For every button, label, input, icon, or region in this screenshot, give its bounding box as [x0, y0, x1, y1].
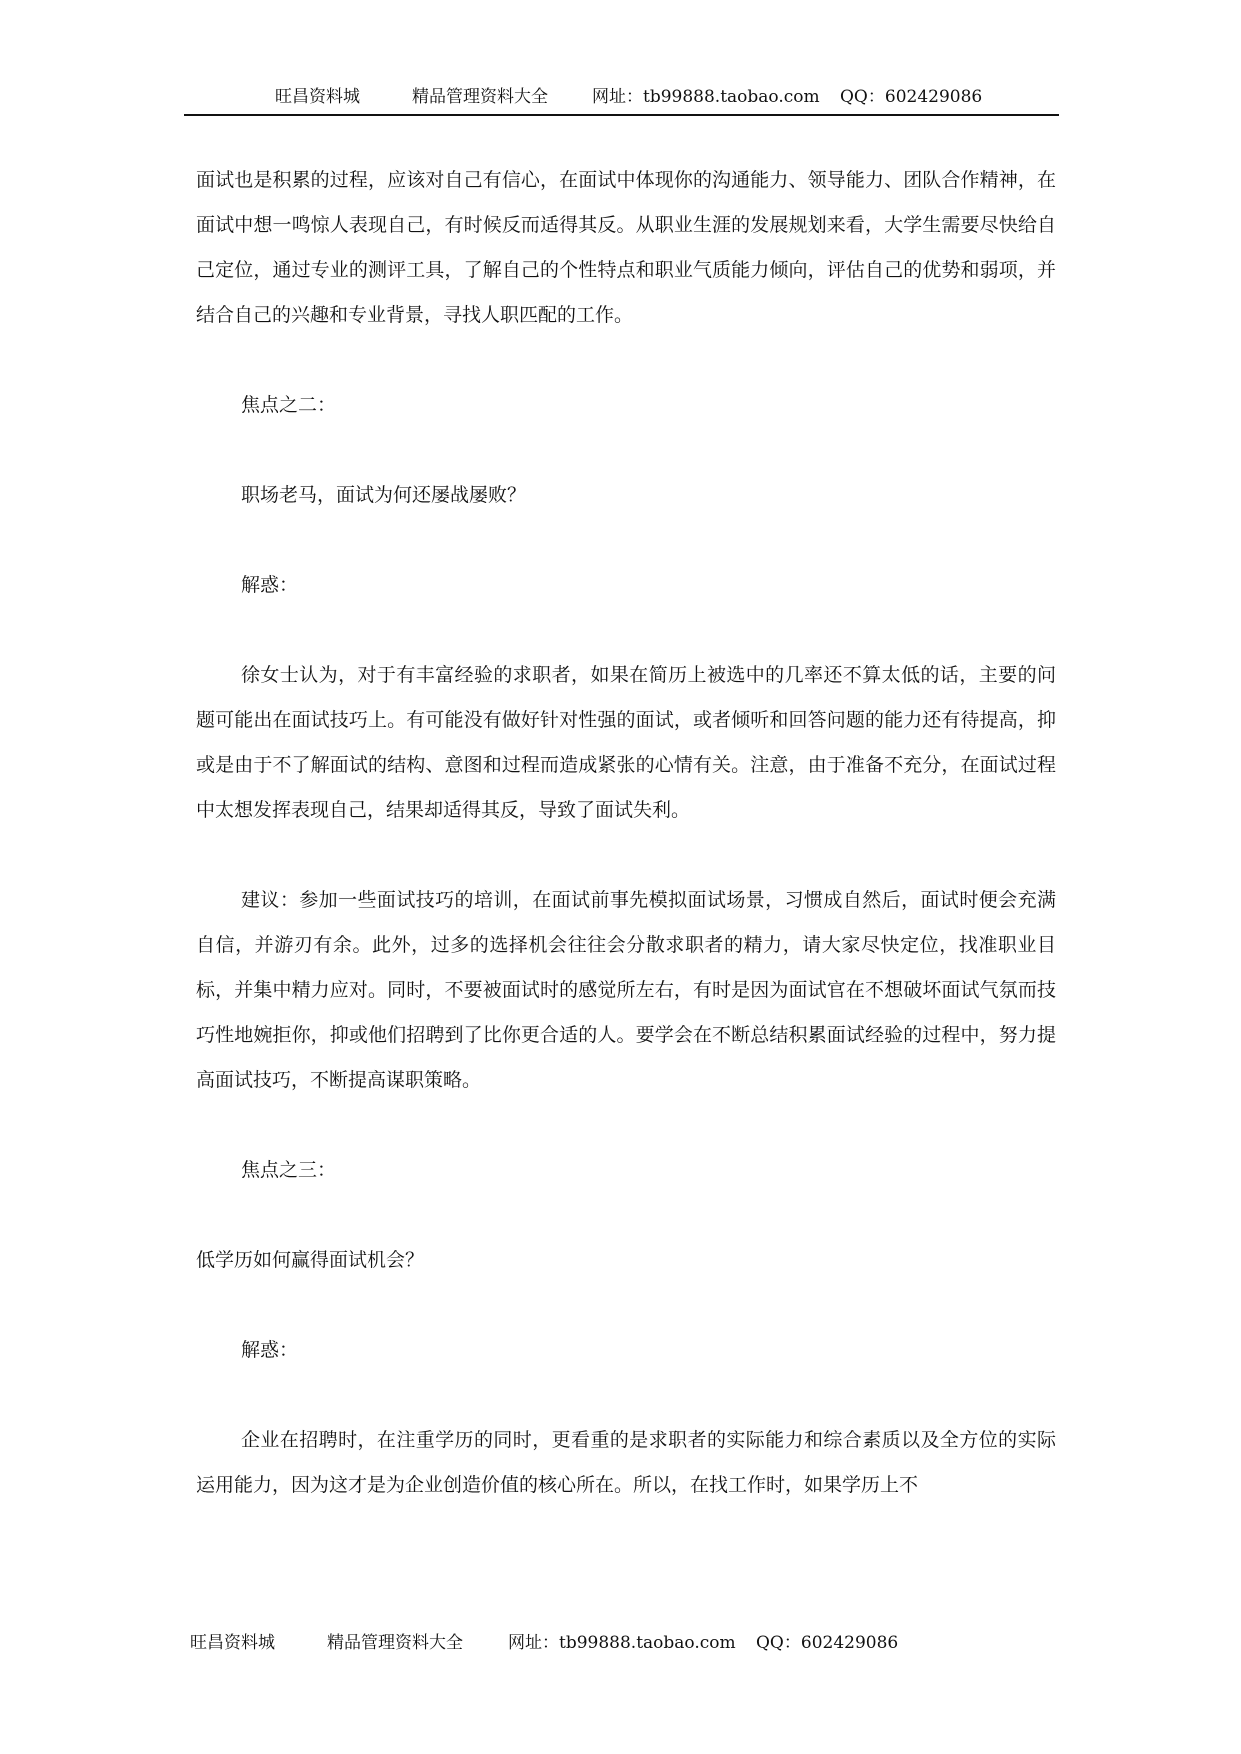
section-heading-focus-3: 焦点之三：: [241, 1159, 337, 1181]
document-body: [196, 158, 1056, 1508]
answer-label: 解惑：: [241, 1339, 299, 1361]
paragraph-low-education: 企业在招聘时，在注重学历的同时，更看重的是求职者的实际能力和综合素质以及全方位的实际运用能力，因为这才是为企业创造价值的核心所在。所以，在找工作时，如果学历上不: [196, 1429, 1056, 1496]
header-qq: QQ：602429086: [840, 87, 983, 107]
paragraph-suggestion: 建议：参加一些面试技巧的培训，在面试前事先模拟面试场景，习惯成自然后，面试时便会充满自信，并游刃有余。此外，过多的选择机会往往会分散求职者的精力，请大家尽快定位，找准职业目标，并集中精力应对。同时，不要被面试时的感觉所左右，有时是因为面试官在不想破坏面试气氛而技巧性地婉拒你，抑或他们招聘到了比你更合适的人。要学会在不断总结积累面试经验的过程中，努力提高面试技巧，不断提高谋职策略。: [196, 889, 1056, 1091]
footer-collection-name: 精品管理资料大全: [327, 1633, 463, 1653]
question-heading: 职场老马，面试为何还屡战屡败？: [241, 484, 527, 506]
answer-label: 解惑：: [241, 574, 299, 596]
paragraph-career-positioning: 面试也是积累的过程，应该对自己有信心，在面试中体现你的沟通能力、领导能力、团队合作精神，在面试中想一鸣惊人表现自己，有时候反而适得其反。从职业生涯的发展规划来看，大学生需要尽快给自己定位，通过专业的测评工具，了解自己的个性特点和职业气质能力倾向，评估自己的优势和弱项，并结合自己的兴趣和专业背景，寻找人职匹配的工作。: [196, 169, 1056, 326]
footer-shop-name: 旺昌资料城: [190, 1633, 275, 1653]
header-collection-name: 精品管理资料大全: [412, 87, 548, 107]
question-heading: 低学历如何赢得面试机会？: [196, 1249, 425, 1271]
header-website: 网址：tb99888.taobao.com: [592, 87, 820, 107]
footer-qq: QQ：602429086: [756, 1633, 899, 1653]
paragraph-interview-skills: 徐女士认为，对于有丰富经验的求职者，如果在简历上被选中的几率还不算太低的话，主要的问题可能出在面试技巧上。有可能没有做好针对性强的面试，或者倾听和回答问题的能力还有待提高，抑或是由于不了解面试的结构、意图和过程而造成紧张的心情有关。注意，由于准备不充分，在面试过程中太想发挥表现自己，结果却适得其反，导致了面试失利。: [196, 664, 1056, 821]
section-heading-focus-2: 焦点之二：: [241, 394, 337, 416]
footer-website: 网址：tb99888.taobao.com: [508, 1633, 736, 1653]
header-shop-name: 旺昌资料城: [275, 87, 360, 107]
header-divider: [184, 114, 1059, 116]
